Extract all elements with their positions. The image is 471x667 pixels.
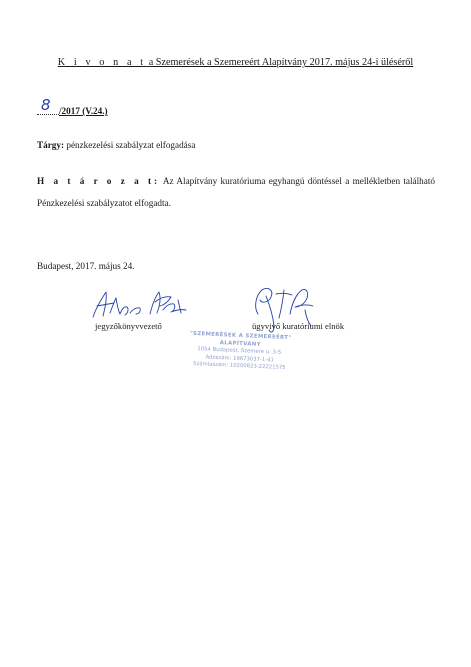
document-title: [0, 57, 471, 68]
decision-label: H a t á r o z a t:: [37, 176, 161, 186]
foundation-stamp: [164, 330, 316, 374]
stamp-line: "SZEMERÉSEK A SZEMEREÉRT": [189, 330, 292, 342]
signature-1-stroke: [130, 308, 140, 314]
signature-2-stroke: [279, 290, 284, 318]
stamp-line: Adószám: 19673037-1-41: [205, 354, 275, 364]
place-and-date: Budapest, 2017. május 24.: [37, 261, 135, 271]
signature-1-stroke: [110, 298, 128, 315]
stamp-line: 1054 Budapest, Szemere u. 3-5.: [197, 346, 283, 357]
signature-1-stroke: [163, 304, 186, 312]
subject-line: [37, 140, 195, 150]
signature-role-recorder: jegyzőkönyvvezető: [95, 321, 162, 331]
title-rest: a Szemerések a Szemereért Alapítvány 2017. május 24-i üléséről: [148, 57, 414, 68]
document-number: [37, 96, 108, 116]
decision-text: Az Alapítvány kuratóriuma egyhangú döntéssel a mellékletben található Pénzkezelési szabályzatot elfogadta.: [37, 176, 435, 208]
handwritten-number: 8: [41, 96, 51, 114]
signature-role-chair: ügyvivő kuratóriumi elnök: [252, 321, 345, 331]
title-spaced-word: K i v o n a t: [57, 57, 147, 68]
stamp-line: ALAPÍTVÁNY: [219, 339, 262, 348]
signature-2-stroke: [256, 288, 272, 314]
signature-2-stroke: [290, 289, 313, 314]
decision-paragraph: [37, 170, 435, 214]
signature-1-stroke: [150, 292, 160, 314]
signature-1-stroke: [178, 300, 181, 313]
stamp-line: Számlaszám: 10200823-22221575: [193, 361, 286, 372]
subject-text: pénzkezelési szabályzat elfogadása: [66, 140, 196, 150]
dotted-line: [37, 114, 59, 115]
subject-label: Tárgy:: [37, 140, 65, 150]
document-number-suffix: /2017 (V.24.): [59, 106, 108, 116]
handwritten-number-field: [37, 96, 59, 116]
